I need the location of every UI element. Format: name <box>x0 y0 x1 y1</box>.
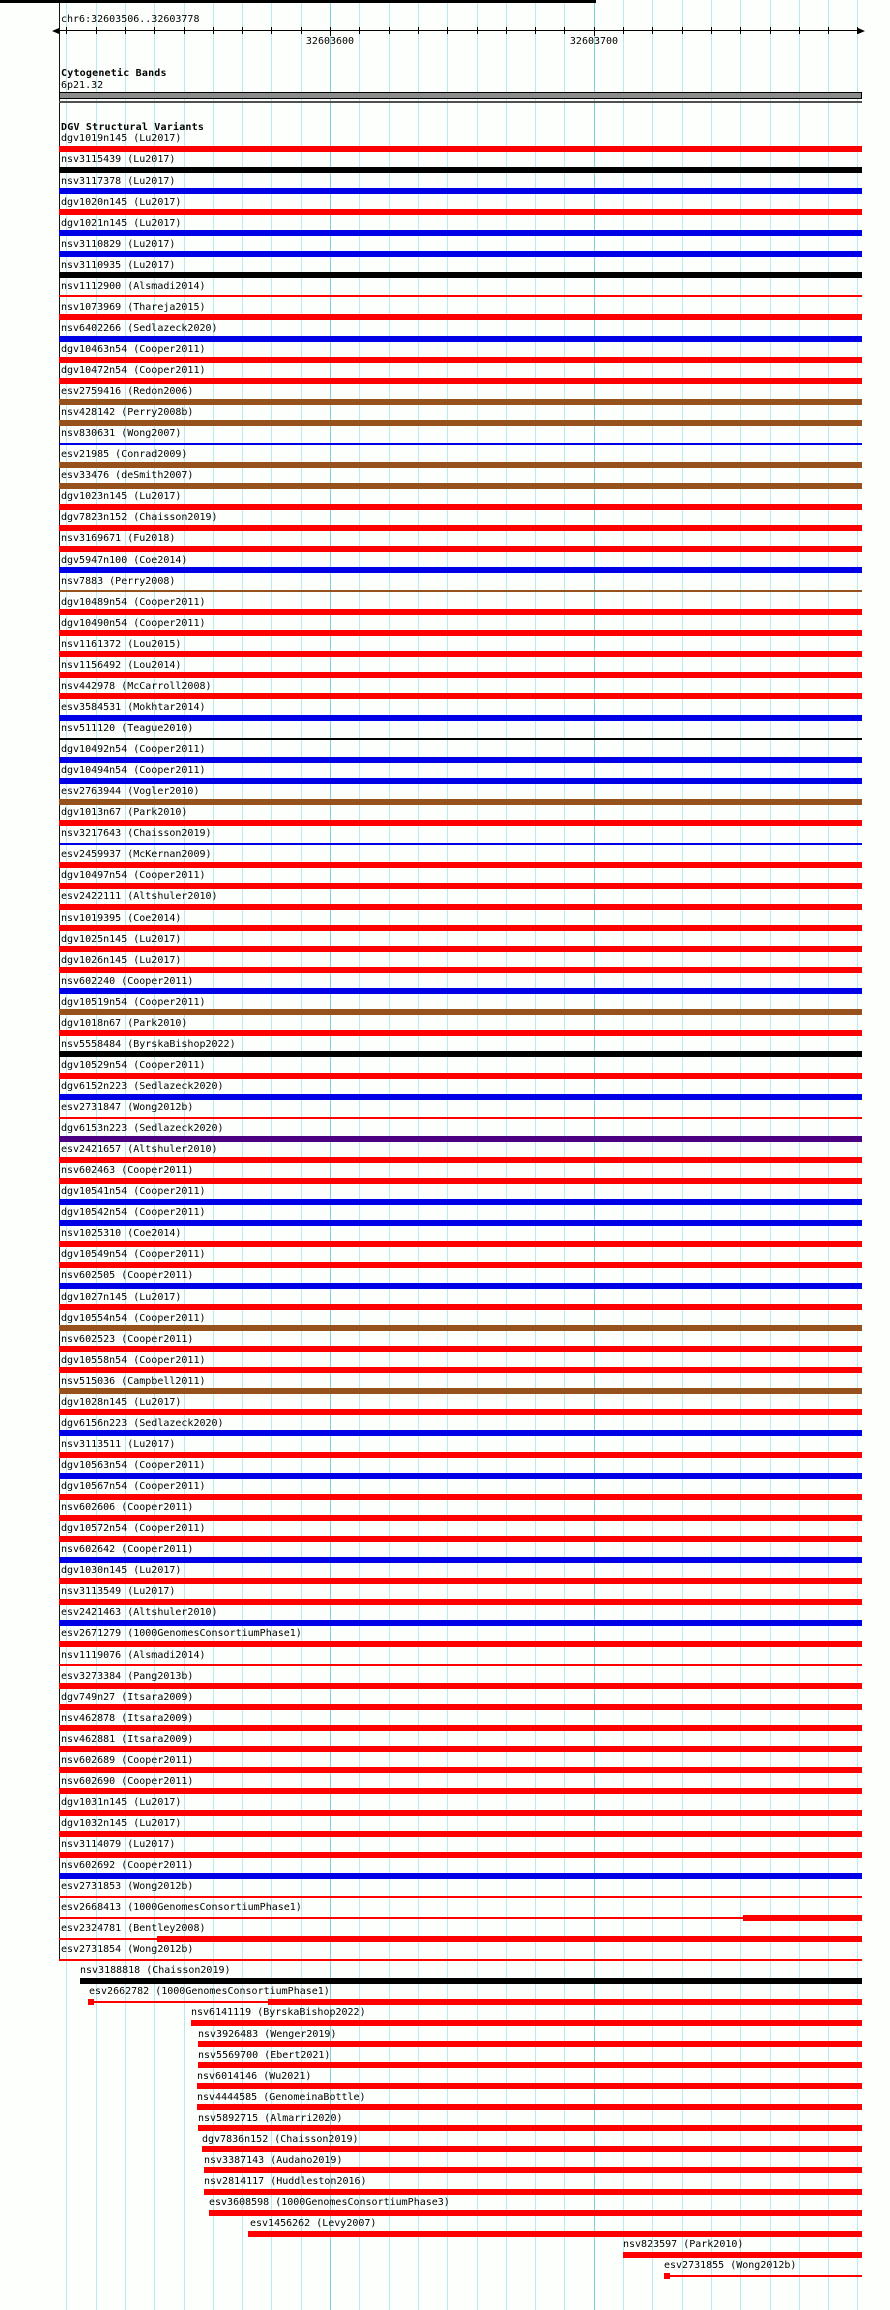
gridline-minor <box>857 0 858 2310</box>
variant-label: nsv602690 (Cooper2011) <box>61 1775 194 1787</box>
variant-label: dgv10567n54 (Cooper2011) <box>61 1481 206 1493</box>
variant-label: nsv6402266 (Sedlazeck2020) <box>61 322 218 334</box>
variant-label: nsv1073969 (Thareja2015) <box>61 301 206 313</box>
variant-bar[interactable] <box>59 1557 862 1563</box>
variant-label: nsv3169671 (Fu2018) <box>61 533 176 545</box>
variant-bar[interactable] <box>59 1430 862 1436</box>
variant-bar[interactable] <box>59 1346 862 1352</box>
variant-bar[interactable] <box>59 1304 862 1310</box>
ruler-tick-minor <box>418 27 419 34</box>
variant-bar[interactable] <box>59 1136 862 1142</box>
variant-label: esv2422111 (Altshuler2010) <box>61 891 218 903</box>
variant-bar[interactable] <box>59 651 862 657</box>
gridline-minor <box>271 0 272 2310</box>
variant-label: dgv1013n67 (Park2010) <box>61 807 188 819</box>
gridline-minor <box>682 0 683 2310</box>
variant-label: nsv1025310 (Coe2014) <box>61 1228 182 1240</box>
variant-bar[interactable] <box>94 2001 268 2003</box>
variant-label: nsv4444585 (GenomeinaBottle) <box>197 2091 366 2103</box>
variant-bar[interactable] <box>59 1030 862 1036</box>
variant-bar[interactable] <box>59 443 862 445</box>
gridline-minor <box>535 0 536 2310</box>
variant-bar[interactable] <box>59 1725 862 1731</box>
variant-label: esv2759416 (Redon2006) <box>61 386 194 398</box>
variant-label: nsv2814117 (Huddleston2016) <box>204 2175 367 2187</box>
variant-label: esv2662782 (1000GenomesConsortiumPhase1) <box>89 1986 330 1998</box>
variant-bar[interactable] <box>59 462 862 468</box>
variant-label: nsv830631 (Wong2007) <box>61 428 182 440</box>
variant-label: dgv10558n54 (Cooper2011) <box>61 1354 206 1366</box>
variant-bar[interactable] <box>197 2104 862 2110</box>
variant-bar[interactable] <box>59 314 862 320</box>
variant-bar[interactable] <box>59 1367 862 1373</box>
variant-label: nsv602463 (Cooper2011) <box>61 1165 194 1177</box>
variant-bar[interactable] <box>59 883 862 889</box>
variant-label: nsv3114079 (Lu2017) <box>61 1839 176 1851</box>
variant-label: nsv442978 (McCarroll2008) <box>61 680 212 692</box>
variant-bar[interactable] <box>59 1117 862 1119</box>
variant-label: nsv462878 (Itsara2009) <box>61 1712 194 1724</box>
variant-label: nsv602523 (Cooper2011) <box>61 1333 194 1345</box>
gridline-minor <box>447 0 448 2310</box>
ruler-tick-minor <box>389 27 390 34</box>
variant-bar[interactable] <box>59 1578 862 1584</box>
variant-label: nsv5569700 (Ebert2021) <box>198 2049 331 2061</box>
variant-label: nsv1119076 (Alsmadi2014) <box>61 1649 206 1661</box>
variant-bar[interactable] <box>59 1199 862 1205</box>
ruler-tick-minor <box>477 27 478 34</box>
variant-label: esv1456262 (Levy2007) <box>250 2218 377 2230</box>
variant-label: nsv5892715 (Almarri2020) <box>198 2112 343 2124</box>
ruler-tick-minor <box>359 27 360 34</box>
variant-bar[interactable] <box>59 1073 862 1079</box>
variant-label: nsv3110829 (Lu2017) <box>61 238 176 250</box>
variant-label: nsv1156492 (Lou2014) <box>61 659 182 671</box>
variant-label: nsv602642 (Cooper2011) <box>61 1544 194 1556</box>
variant-bar[interactable] <box>197 2083 862 2089</box>
variant-bar[interactable] <box>191 2020 862 2026</box>
variant-bar[interactable] <box>59 1852 862 1858</box>
variant-label: dgv10497n54 (Cooper2011) <box>61 870 206 882</box>
variant-label: esv3584531 (Mokhtar2014) <box>61 701 206 713</box>
ruler-right-arrow-icon <box>858 28 865 34</box>
variant-bar[interactable] <box>743 1915 862 1921</box>
variant-label: dgv1030n145 (Lu2017) <box>61 1565 182 1577</box>
variant-bar[interactable] <box>59 1873 862 1879</box>
variant-bar[interactable] <box>248 2231 862 2237</box>
variant-bar[interactable] <box>59 988 862 994</box>
variant-bar[interactable] <box>59 590 862 592</box>
variant-bar[interactable] <box>59 1178 862 1184</box>
variant-bar[interactable] <box>59 525 862 531</box>
ruler-tick-label: 32603600 <box>305 35 355 47</box>
ruler-tick-minor <box>154 27 155 34</box>
gridline-minor <box>418 0 419 2310</box>
variant-bar[interactable] <box>59 1536 862 1542</box>
variant-bar[interactable] <box>59 1283 862 1289</box>
cytoband-bar[interactable] <box>59 92 862 99</box>
variant-label: dgv10572n54 (Cooper2011) <box>61 1523 206 1535</box>
gridline-minor <box>389 0 390 2310</box>
variant-bar[interactable] <box>59 904 862 910</box>
variant-label: esv2731854 (Wong2012b) <box>61 1944 194 1956</box>
ruler-tick-minor <box>623 27 624 34</box>
gridline-minor <box>477 0 478 2310</box>
variant-bar[interactable] <box>59 1664 862 1666</box>
variant-label: dgv10529n54 (Cooper2011) <box>61 1059 206 1071</box>
variant-bar[interactable] <box>59 399 862 405</box>
variant-label: dgv1021n145 (Lu2017) <box>61 217 182 229</box>
ruler-tick-minor <box>125 27 126 34</box>
variant-bar[interactable] <box>59 1009 862 1015</box>
variant-bar[interactable] <box>59 799 862 805</box>
variant-bar[interactable] <box>204 2167 862 2173</box>
variant-label: dgv10494n54 (Cooper2011) <box>61 765 206 777</box>
variant-bar[interactable] <box>59 738 862 740</box>
variant-label: dgv1023n145 (Lu2017) <box>61 491 182 503</box>
top-bar <box>0 0 596 3</box>
variant-bar[interactable] <box>202 2146 862 2152</box>
ruler-tick-minor <box>770 27 771 34</box>
ruler-tick-label: 32603700 <box>569 35 619 47</box>
variant-label: dgv1019n145 (Lu2017) <box>61 133 182 145</box>
variant-label: dgv6152n223 (Sedlazeck2020) <box>61 1080 224 1092</box>
variant-label: dgv1018n67 (Park2010) <box>61 1017 188 1029</box>
variant-label: dgv7836n152 (Chaisson2019) <box>202 2133 359 2145</box>
variant-label: esv2763944 (Vogler2010) <box>61 786 200 798</box>
ruler-tick-minor <box>301 27 302 34</box>
variant-label: dgv10554n54 (Cooper2011) <box>61 1312 206 1324</box>
ruler-tick-minor <box>799 27 800 34</box>
variant-bar[interactable] <box>59 1938 157 1940</box>
variant-label: dgv749n27 (Itsara2009) <box>61 1691 194 1703</box>
variant-bar[interactable] <box>59 843 862 845</box>
variant-bar[interactable] <box>59 1325 862 1331</box>
variant-label: nsv5558484 (ByrskaBishop2022) <box>61 1038 236 1050</box>
variant-bar[interactable] <box>59 209 862 215</box>
variant-label: dgv10463n54 (Cooper2011) <box>61 343 206 355</box>
variant-bar[interactable] <box>59 1704 862 1710</box>
variant-bar[interactable] <box>198 2062 862 2068</box>
variant-label: esv2324781 (Bentley2008) <box>61 1923 206 1935</box>
variant-label: nsv428142 (Perry2008b) <box>61 407 194 419</box>
variant-label: dgv6156n223 (Sedlazeck2020) <box>61 1417 224 1429</box>
region-title: chr6:32603506..32603778 <box>61 14 200 25</box>
variant-label: esv3273384 (Pang2013b) <box>61 1670 194 1682</box>
variant-bar[interactable] <box>198 2041 862 2047</box>
variant-label: dgv10519n54 (Cooper2011) <box>61 996 206 1008</box>
variant-label: nsv602689 (Cooper2011) <box>61 1754 194 1766</box>
variant-label: dgv1027n145 (Lu2017) <box>61 1291 182 1303</box>
ruler-tick-minor <box>857 27 858 34</box>
gridline-minor <box>770 0 771 2310</box>
gridline-minor <box>623 0 624 2310</box>
variant-label: nsv3217643 (Chaisson2019) <box>61 828 212 840</box>
variant-label: nsv1019395 (Coe2014) <box>61 912 182 924</box>
variant-label: dgv1031n145 (Lu2017) <box>61 1796 182 1808</box>
gridline-minor <box>506 0 507 2310</box>
variant-label: esv3608598 (1000GenomesConsortiumPhase3) <box>209 2196 450 2208</box>
variant-bar[interactable] <box>59 483 862 489</box>
ruler-left-arrow-icon <box>52 28 59 34</box>
variant-bar[interactable] <box>59 336 862 342</box>
variant-label: nsv602606 (Cooper2011) <box>61 1502 194 1514</box>
variant-label: dgv5947n100 (Coe2014) <box>61 554 188 566</box>
track-title-cytogenetic-bands[interactable]: Cytogenetic Bands <box>61 67 167 79</box>
ruler-tick-minor <box>564 27 565 34</box>
variant-bar[interactable] <box>204 2189 862 2195</box>
variant-bar[interactable] <box>59 1788 862 1794</box>
variant-bar[interactable] <box>59 630 862 636</box>
variant-label: nsv3926483 (Wenger2019) <box>198 2028 337 2040</box>
ruler-tick-minor <box>506 27 507 34</box>
ruler-tick-minor <box>828 27 829 34</box>
variant-bar[interactable] <box>59 357 862 363</box>
variant-bar[interactable] <box>59 1157 862 1163</box>
ruler-tick-minor <box>271 27 272 34</box>
variant-label: dgv1026n145 (Lu2017) <box>61 954 182 966</box>
variant-label: esv2421657 (Altshuler2010) <box>61 1144 218 1156</box>
gridline-minor <box>242 0 243 2310</box>
ruler-tick-minor <box>184 27 185 34</box>
variant-bar[interactable] <box>80 1978 862 1984</box>
variant-label: nsv3113549 (Lu2017) <box>61 1586 176 1598</box>
variant-label: nsv462881 (Itsara2009) <box>61 1733 194 1745</box>
variant-bar[interactable] <box>59 230 862 236</box>
variant-bar[interactable] <box>59 1831 862 1837</box>
cytoband-shadow <box>59 101 862 103</box>
variant-bar[interactable] <box>59 1641 862 1647</box>
variant-bar[interactable] <box>59 1241 862 1247</box>
variant-label: dgv1020n145 (Lu2017) <box>61 196 182 208</box>
ruler-tick-minor <box>447 27 448 34</box>
variant-label: nsv3117378 (Lu2017) <box>61 175 176 187</box>
variant-label: nsv511120 (Teague2010) <box>61 722 194 734</box>
variant-bar[interactable] <box>157 1936 862 1942</box>
variant-bar[interactable] <box>59 1220 862 1226</box>
variant-label: nsv3387143 (Audano2019) <box>204 2154 343 2166</box>
variant-bar[interactable] <box>59 1959 862 1961</box>
variant-bar[interactable] <box>59 504 862 510</box>
track-title-dgv-structural-variants[interactable]: DGV Structural Variants <box>61 121 205 133</box>
variant-bar[interactable] <box>59 546 862 552</box>
variant-bar[interactable] <box>59 693 862 699</box>
variant-bar[interactable] <box>59 715 862 721</box>
variant-label: esv2731847 (Wong2012b) <box>61 1102 194 1114</box>
gridline-minor <box>740 0 741 2310</box>
variant-label: nsv6141119 (ByrskaBishop2022) <box>191 2007 366 2019</box>
variant-bar[interactable] <box>59 1620 862 1626</box>
variant-bar[interactable] <box>59 1767 862 1773</box>
gridline-minor <box>799 0 800 2310</box>
ruler-line <box>59 30 859 31</box>
variant-bar[interactable] <box>59 778 862 784</box>
gridline-major <box>594 0 595 2310</box>
variant-label: nsv3115439 (Lu2017) <box>61 154 176 166</box>
variant-bar[interactable] <box>59 1494 862 1500</box>
variant-label: nsv515036 (Campbell2011) <box>61 1375 206 1387</box>
variant-label: esv2668413 (1000GenomesConsortiumPhase1) <box>61 1902 302 1914</box>
variant-bar[interactable] <box>59 1388 862 1394</box>
ruler-tick-minor <box>535 27 536 34</box>
variant-bar[interactable] <box>59 1810 862 1816</box>
variant-bar[interactable] <box>59 295 862 297</box>
variant-label: dgv7823n152 (Chaisson2019) <box>61 512 218 524</box>
variant-label: dgv10549n54 (Cooper2011) <box>61 1249 206 1261</box>
gridline-minor <box>652 0 653 2310</box>
variant-bar[interactable] <box>209 2210 862 2216</box>
variant-bar[interactable] <box>59 567 862 573</box>
ruler-tick-minor <box>682 27 683 34</box>
variant-bar[interactable] <box>59 1473 862 1479</box>
variant-bar[interactable] <box>59 1409 862 1415</box>
variant-label: dgv1032n145 (Lu2017) <box>61 1817 182 1829</box>
variant-label: nsv823597 (Park2010) <box>623 2239 744 2251</box>
variant-label: esv33476 (deSmith2007) <box>61 470 194 482</box>
variant-bar[interactable] <box>59 188 862 194</box>
variant-bar[interactable] <box>59 1917 743 1919</box>
variant-label: dgv10542n54 (Cooper2011) <box>61 1207 206 1219</box>
variant-bar[interactable] <box>198 2125 862 2131</box>
variant-label: dgv6153n223 (Sedlazeck2020) <box>61 1123 224 1135</box>
variant-label: nsv602505 (Cooper2011) <box>61 1270 194 1282</box>
variant-label: nsv602692 (Cooper2011) <box>61 1860 194 1872</box>
variant-bar[interactable] <box>268 1999 862 2005</box>
variant-label: nsv602240 (Cooper2011) <box>61 975 194 987</box>
ruler-tick-minor <box>66 27 67 34</box>
variant-label: dgv10489n54 (Cooper2011) <box>61 596 206 608</box>
gridline-minor <box>828 0 829 2310</box>
variant-bar[interactable] <box>59 251 862 257</box>
variant-bar[interactable] <box>623 2252 862 2258</box>
ruler-tick-minor <box>96 27 97 34</box>
variant-bar[interactable] <box>59 967 862 973</box>
variant-label: esv2671279 (1000GenomesConsortiumPhase1) <box>61 1628 302 1640</box>
gridline-major <box>330 0 331 2310</box>
variant-bar[interactable] <box>59 272 862 278</box>
variant-label: esv21985 (Conrad2009) <box>61 449 188 461</box>
variant-label: nsv1161372 (Lou2015) <box>61 638 182 650</box>
variant-label: dgv1025n145 (Lu2017) <box>61 933 182 945</box>
gridline-minor <box>564 0 565 2310</box>
variant-label: dgv10492n54 (Cooper2011) <box>61 744 206 756</box>
variant-bar[interactable] <box>59 757 862 763</box>
variant-bar[interactable] <box>670 2275 862 2277</box>
gridline-minor <box>711 0 712 2310</box>
variant-label: dgv10541n54 (Cooper2011) <box>61 1186 206 1198</box>
gridline-minor <box>359 0 360 2310</box>
variant-label: dgv1028n145 (Lu2017) <box>61 1396 182 1408</box>
variant-bar[interactable] <box>59 1896 862 1898</box>
variant-bar[interactable] <box>59 1262 862 1268</box>
variant-bar[interactable] <box>59 672 862 678</box>
variant-bar[interactable] <box>59 946 862 952</box>
variant-label: esv2459937 (McKernan2009) <box>61 849 212 861</box>
variant-label: esv2731855 (Wong2012b) <box>664 2260 797 2272</box>
ruler-tick-minor <box>740 27 741 34</box>
variant-bar[interactable] <box>59 1452 862 1458</box>
variant-bar[interactable] <box>59 1515 862 1521</box>
variant-bar[interactable] <box>59 820 862 826</box>
variant-bar[interactable] <box>59 925 862 931</box>
ruler-tick-minor <box>652 27 653 34</box>
variant-label: nsv3188818 (Chaisson2019) <box>80 1965 231 1977</box>
variant-label: nsv6014146 (Wu2021) <box>197 2070 312 2082</box>
variant-label: nsv3110935 (Lu2017) <box>61 259 176 271</box>
variant-bar[interactable] <box>59 1051 862 1057</box>
variant-label: nsv3113511 (Lu2017) <box>61 1438 176 1450</box>
ruler-tick-minor <box>242 27 243 34</box>
variant-bar[interactable] <box>59 167 862 173</box>
variant-bar[interactable] <box>59 609 862 615</box>
cytoband-label: 6p21.32 <box>61 79 104 91</box>
variant-label: nsv7883 (Perry2008) <box>61 575 176 587</box>
variant-bar[interactable] <box>59 1746 862 1752</box>
variant-label: esv2421463 (Altshuler2010) <box>61 1607 218 1619</box>
variant-bar[interactable] <box>59 862 862 868</box>
variant-label: nsv1112900 (Alsmadi2014) <box>61 280 206 292</box>
ruler-tick-minor <box>213 27 214 34</box>
variant-bar[interactable] <box>59 378 862 384</box>
variant-label: esv2731853 (Wong2012b) <box>61 1881 194 1893</box>
variant-label: dgv10472n54 (Cooper2011) <box>61 365 206 377</box>
variant-label: dgv10563n54 (Cooper2011) <box>61 1459 206 1471</box>
variant-bar[interactable] <box>59 1094 862 1100</box>
variant-bar[interactable] <box>59 420 862 426</box>
ruler-tick-minor <box>711 27 712 34</box>
variant-bar[interactable] <box>59 1683 862 1689</box>
variant-bar[interactable] <box>59 1599 862 1605</box>
gridline-minor <box>301 0 302 2310</box>
variant-label: dgv10490n54 (Cooper2011) <box>61 617 206 629</box>
variant-bar[interactable] <box>59 146 862 152</box>
